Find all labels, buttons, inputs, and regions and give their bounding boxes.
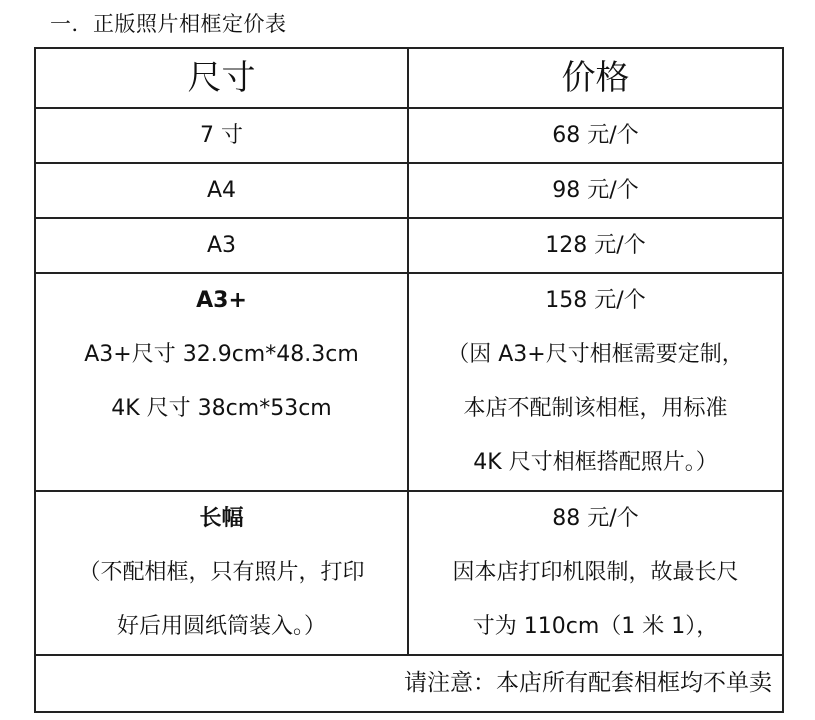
page-heading: 一．正版照片相框定价表 — [50, 12, 287, 36]
table-row — [35, 108, 783, 163]
note-cell: 请注意：本店所有配套相框均不单卖 — [35, 655, 783, 712]
price-note: 本店不配制该相框，用标准 — [463, 396, 728, 421]
size-cell-a3plus — [35, 273, 408, 491]
size-cell: A4 — [35, 163, 408, 218]
size-title: A3+ — [196, 288, 247, 313]
table-row-a3plus — [35, 273, 783, 491]
price-value: 158 元/个 — [545, 288, 646, 313]
size-cell-long — [35, 491, 408, 655]
price-note: 因本店打印机限制，故最长尺 — [452, 560, 739, 585]
price-cell: 68 元/个 — [408, 108, 783, 163]
table-row — [35, 218, 783, 273]
price-note: （因 A3+尺寸相框需要定制， — [447, 342, 744, 367]
size-detail: A3+尺寸 32.9cm*48.3cm — [84, 342, 359, 367]
price-cell-a3plus — [408, 273, 783, 491]
price-cell-long — [408, 491, 783, 655]
header-price: 价格 — [408, 48, 783, 108]
table-note-row — [35, 655, 783, 712]
size-detail: （不配相框，只有照片，打印 — [78, 560, 365, 585]
price-cell: 128 元/个 — [408, 218, 783, 273]
size-cell: 7 寸 — [35, 108, 408, 163]
size-title: 长幅 — [199, 506, 244, 531]
table-row-long — [35, 491, 783, 655]
price-note: 4K 尺寸相框搭配照片。） — [473, 450, 718, 475]
price-cell: 98 元/个 — [408, 163, 783, 218]
header-size: 尺寸 — [35, 48, 408, 108]
price-table — [34, 47, 784, 713]
table-row — [35, 163, 783, 218]
table-header-row — [35, 48, 783, 108]
size-detail: 4K 尺寸 38cm*53cm — [111, 396, 332, 421]
price-note: 寸为 110cm（1 米 1）， — [472, 614, 719, 639]
size-cell: A3 — [35, 218, 408, 273]
price-value: 88 元/个 — [552, 506, 639, 531]
size-detail: 好后用圆纸筒装入。） — [116, 614, 326, 639]
